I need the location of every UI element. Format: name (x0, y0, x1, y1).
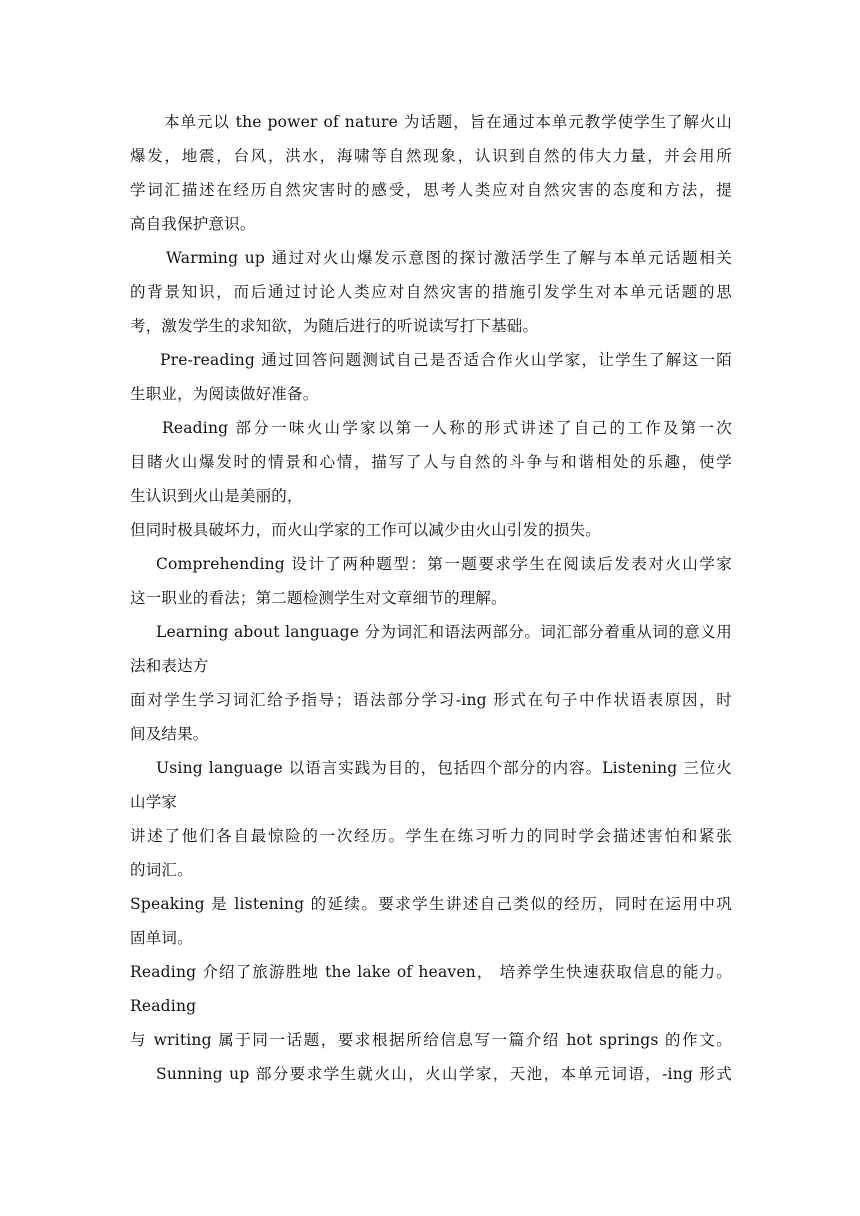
paragraph-line: 本单元以 the power of nature 为话题，旨在通过本单元教学使学生了解火山 (164, 113, 732, 131)
paragraph-line: Comprehending 设计了两种题型：第一题要求学生在阅读后发表对火山学家 (156, 555, 732, 573)
paragraph-line: 爆发，地震，台风，洪水，海啸等自然现象，认识到自然的伟大力量，并会用所 (130, 147, 732, 165)
paragraph-line: 学词汇描述在经历自然灾害时的感受，思考人类应对自然灾害的态度和方法，提 (130, 181, 732, 199)
body-text (130, 105, 732, 1091)
paragraph-line: 间及结果。 (130, 725, 209, 743)
paragraph-line: 与 writing 属于同一话题，要求根据所给信息写一篇介绍 hot springs 的作文。 (130, 1031, 732, 1049)
paragraph-line: Warming up 通过对火山爆发示意图的探讨激活学生了解与本单元话题相关 (166, 249, 732, 267)
paragraph-line: 生职业，为阅读做好准备。 (130, 385, 319, 403)
paragraph-line: 山学家 (130, 793, 178, 811)
paragraph-line: 高自我保护意识。 (130, 215, 256, 233)
paragraph-line: 生认识到火山是美丽的， (130, 487, 303, 505)
paragraph-line: 的词汇。 (130, 861, 193, 879)
paragraph-line: 面对学生学习词汇给予指导；语法部分学习-ing 形式在句子中作状语表原因，时 (130, 691, 732, 709)
paragraph-line: Reading 部分一味火山学家以第一人称的形式讲述了自己的工作及第一次 (162, 419, 732, 437)
paragraph-line: 目睹火山爆发时的情景和心情，描写了人与自然的斗争与和谐相处的乐趣，使学 (130, 453, 732, 471)
paragraph-line: 考，激发学生的求知欲，为随后进行的听说读写打下基础。 (130, 317, 539, 335)
paragraph-line: 讲述了他们各自最惊险的一次经历。学生在练习听力的同时学会描述害怕和紧张 (130, 827, 732, 845)
paragraph-line: Sunning up 部分要求学生就火山，火山学家，天池，本单元词语，-ing 形式 (156, 1065, 732, 1083)
paragraph-line: 的背景知识，而后通过讨论人类应对自然灾害的措施引发学生对本单元话题的思 (130, 283, 732, 301)
paragraph-line: 法和表达方 (130, 657, 209, 675)
paragraph-line: 这一职业的看法；第二题检测学生对文章细节的理解。 (130, 589, 507, 607)
paragraph-line: Reading 介绍了旅游胜地 the lake of heaven， 培养学生快速获取信息的能力。 (130, 963, 732, 981)
paragraph-line: Speaking 是 listening 的延续。要求学生讲述自己类似的经历，同时在运用中巩 (130, 895, 732, 913)
paragraph-line: Pre-reading 通过回答问题测试自己是否适合作火山学家，让学生了解这一陌 (160, 351, 732, 369)
paragraph-line: Learning about language 分为词汇和语法两部分。词汇部分着重从词的意义用 (156, 623, 732, 641)
paragraph-line: 固单词。 (130, 929, 193, 947)
paragraph-line: Reading (130, 997, 197, 1015)
paragraph-line: 但同时极具破坏力，而火山学家的工作可以减少由火山引发的损失。 (130, 521, 602, 539)
paragraph-line: Using language 以语言实践为目的，包括四个部分的内容。Listening 三位火 (156, 759, 732, 777)
